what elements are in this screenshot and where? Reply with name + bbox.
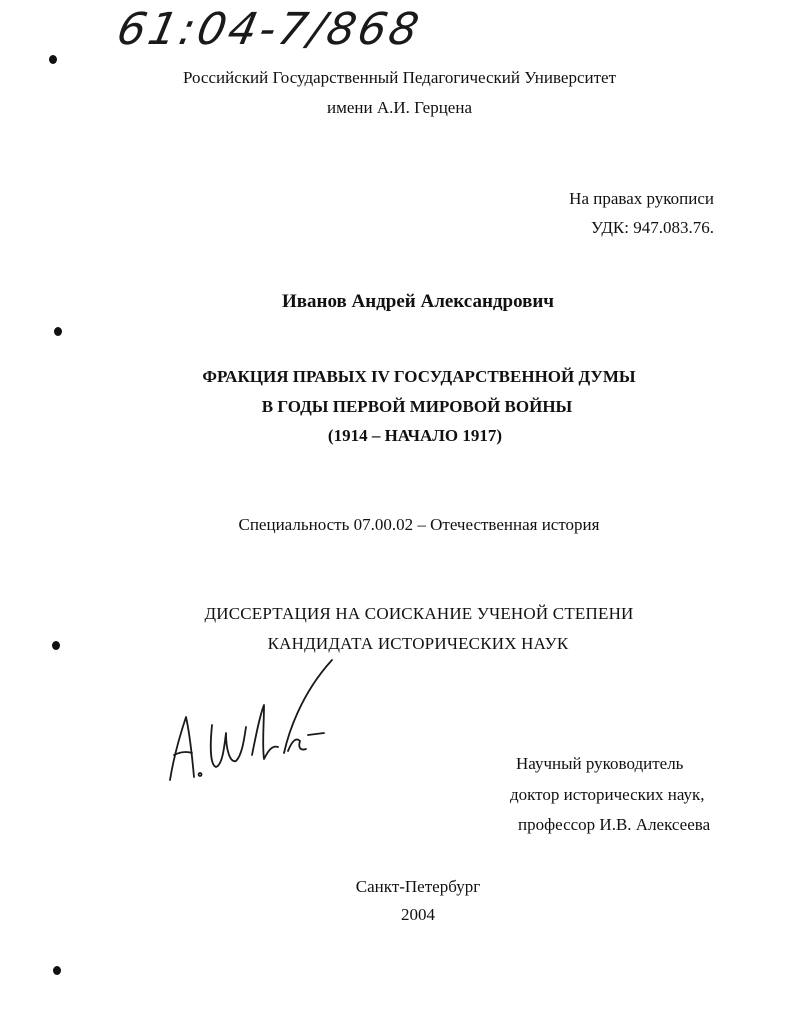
city: Санкт-Петербург [355,877,481,896]
supervisor-name: профессор И.В. Алексеева [518,815,711,834]
title-line-2: В ГОДЫ ПЕРВОЙ МИРОВОЙ ВОЙНЫ [261,397,573,416]
supervisor-label: Научный руководитель [516,754,684,773]
margin-hole-mark [49,55,57,64]
author-name: Иванов Андрей Александрович [281,291,555,312]
specialty: Специальность 07.00.02 – Отечественная история [238,515,600,534]
author-signature [160,655,360,795]
margin-hole-mark [54,327,62,336]
margin-hole-mark [53,966,61,975]
year: 2004 [401,905,435,924]
title-line-1: ФРАКЦИЯ ПРАВЫХ IV ГОСУДАРСТВЕННОЙ ДУМЫ [202,367,636,386]
university-name: Российский Государственный Педагогический Университет [182,68,617,87]
udk-code: УДК: 947.083.76. [591,218,714,237]
title-line-3: (1914 – НАЧАЛО 1917) [327,426,503,445]
university-named-after: имени А.И. Герцена [326,98,472,117]
dissertation-line-2: КАНДИДАТА ИСТОРИЧЕСКИХ НАУК [267,634,569,653]
handwritten-catalog-number: 61:04-7/868 [112,4,426,55]
manuscript-rights-label: На правах рукописи [569,189,714,208]
dissertation-line-1: ДИССЕРТАЦИЯ НА СОИСКАНИЕ УЧЕНОЙ СТЕПЕНИ [204,604,634,623]
supervisor-degree: доктор исторических наук, [510,785,705,804]
